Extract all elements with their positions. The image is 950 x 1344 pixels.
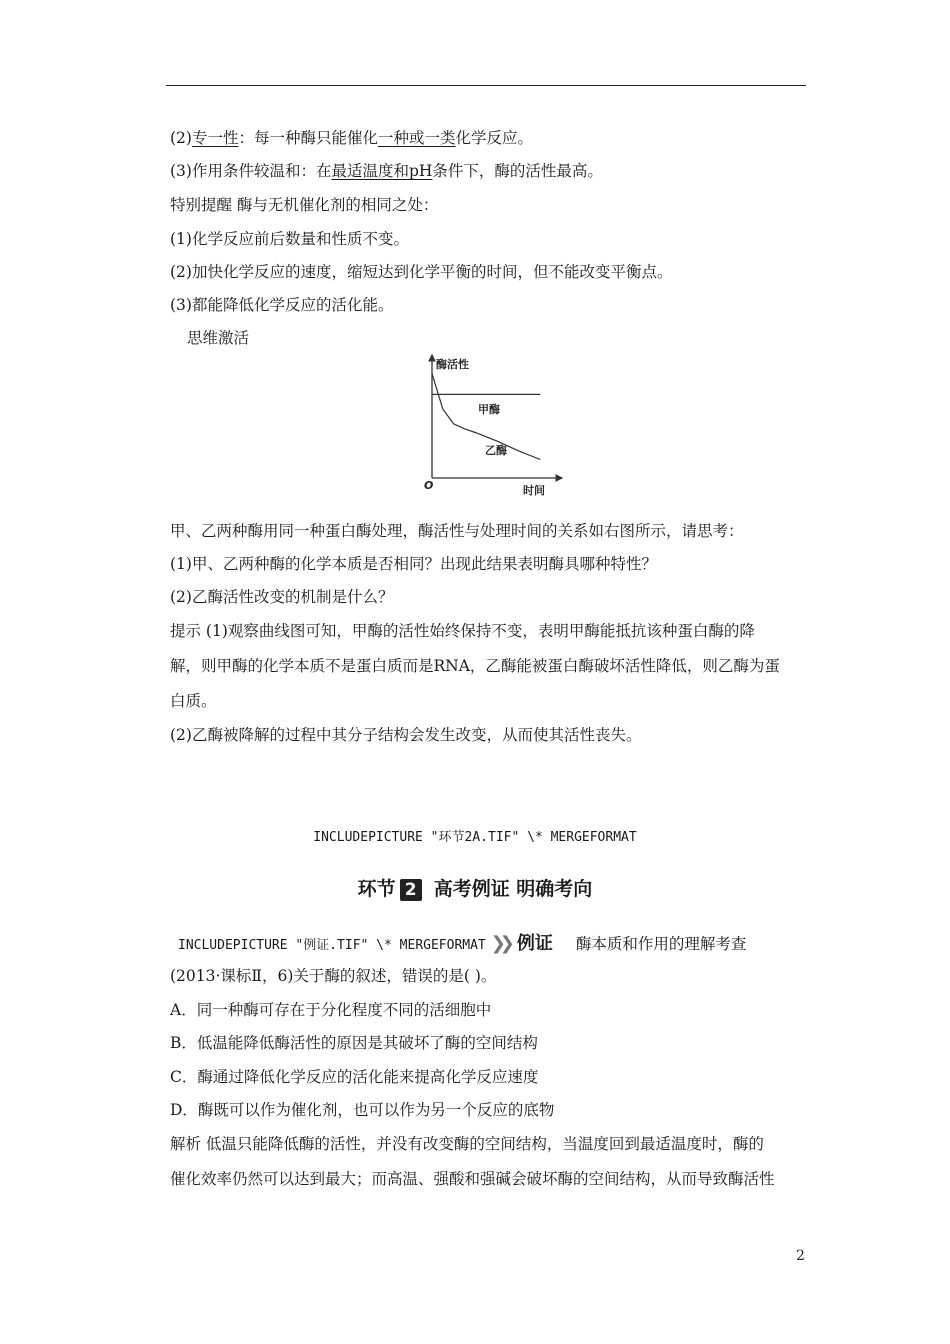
header-rule bbox=[166, 85, 806, 86]
paragraph-conditions: (3)作用条件较温和：在最适温度和pH条件下，酶的活性最高。 bbox=[170, 162, 603, 180]
paragraph-specificity: (2)专一性：每一种酶只能催化一种或一类化学反应。 bbox=[170, 129, 534, 147]
option-c: C．酶通过降低化学反应的活化能来提高化学反应速度 bbox=[170, 1068, 539, 1086]
section-heading: 环节 2 高考例证 明确考向 bbox=[357, 878, 593, 900]
tip-item-3: (3)都能降低化学反应的活化能。 bbox=[170, 296, 394, 314]
origin-label: O bbox=[424, 479, 434, 492]
series-label-jia: 甲酶 bbox=[478, 403, 500, 416]
tip-item-2: (2)加快化学反应的速度，缩短达到化学平衡的时间，但不能改变平衡点。 bbox=[170, 263, 673, 281]
option-b: B．低温能降低酶活性的原因是其破坏了酶的空间结构 bbox=[170, 1034, 538, 1052]
think-title: 思维激活 bbox=[187, 329, 250, 347]
y-axis-label: 酶活性 bbox=[436, 358, 469, 371]
tip-item-1: (1)化学反应前后数量和性质不变。 bbox=[170, 230, 409, 248]
include-field-1: INCLUDEPICTURE "环节2A.TIF" \* MERGEFORMAT bbox=[313, 830, 637, 845]
example-header bbox=[178, 934, 746, 956]
underlined-term: 一种或一类 bbox=[378, 129, 456, 147]
example-question: (2013·课标Ⅱ，6)关于酶的叙述，错误的是( )。 bbox=[170, 967, 497, 985]
section-number-box: 2 bbox=[400, 879, 422, 901]
hint-line-2: 解，则甲酶的化学本质不是蛋白质而是RNA，乙酶能被蛋白酶破坏活性降低，则乙酶为蛋 bbox=[170, 657, 780, 675]
hint-line-3: 白质。 bbox=[170, 692, 217, 710]
series-label-yi: 乙酶 bbox=[485, 444, 507, 457]
enzyme-activity-chart bbox=[410, 350, 570, 500]
analysis-line-1: 解析 低温只能降低酶的活性，并没有改变酶的空间结构，当温度回到最适温度时，酶的 bbox=[170, 1135, 764, 1153]
tip-title: 特别提醒 酶与无机催化剂的相同之处： bbox=[170, 196, 439, 214]
option-a: A．同一种酶可存在于分化程度不同的活细胞中 bbox=[170, 1001, 492, 1019]
underlined-term: 专一性 bbox=[191, 129, 239, 147]
hint-line-1: 提示 (1)观察曲线图可知，甲酶的活性始终保持不变，表明甲酶能抵抗该种蛋白酶的降 bbox=[170, 622, 755, 640]
page-number: 2 bbox=[796, 1248, 805, 1264]
hint-2: (2)乙酶被降解的过程中其分子结构会发生改变，从而使其活性丧失。 bbox=[170, 726, 642, 744]
example-badge: ❯❯ 例证 bbox=[490, 933, 553, 954]
x-axis-label: 时间 bbox=[523, 484, 545, 497]
question-1: (1)甲、乙两种酶的化学本质是否相同？出现此结果表明酶具哪种特性？ bbox=[170, 555, 657, 573]
question-intro: 甲、乙两种酶用同一种蛋白酶处理，酶活性与处理时间的关系如右图所示，请思考： bbox=[170, 522, 744, 540]
double-chevron-icon: ❯❯ bbox=[490, 933, 509, 954]
underlined-term: 最适温度和pH bbox=[331, 162, 433, 180]
question-2: (2)乙酶活性改变的机制是什么？ bbox=[170, 588, 394, 606]
option-d: D．酶既可以作为催化剂，也可以作为另一个反应的底物 bbox=[170, 1101, 555, 1119]
analysis-line-2: 催化效率仍然可以达到最大；而高温、强酸和强碱会破坏酶的空间结构，从而导致酶活性 bbox=[170, 1170, 775, 1188]
example-topic: 酶本质和作用的理解考查 bbox=[575, 935, 747, 953]
include-field-2: INCLUDEPICTURE "例证.TIF" \* MERGEFORMAT bbox=[178, 938, 486, 953]
